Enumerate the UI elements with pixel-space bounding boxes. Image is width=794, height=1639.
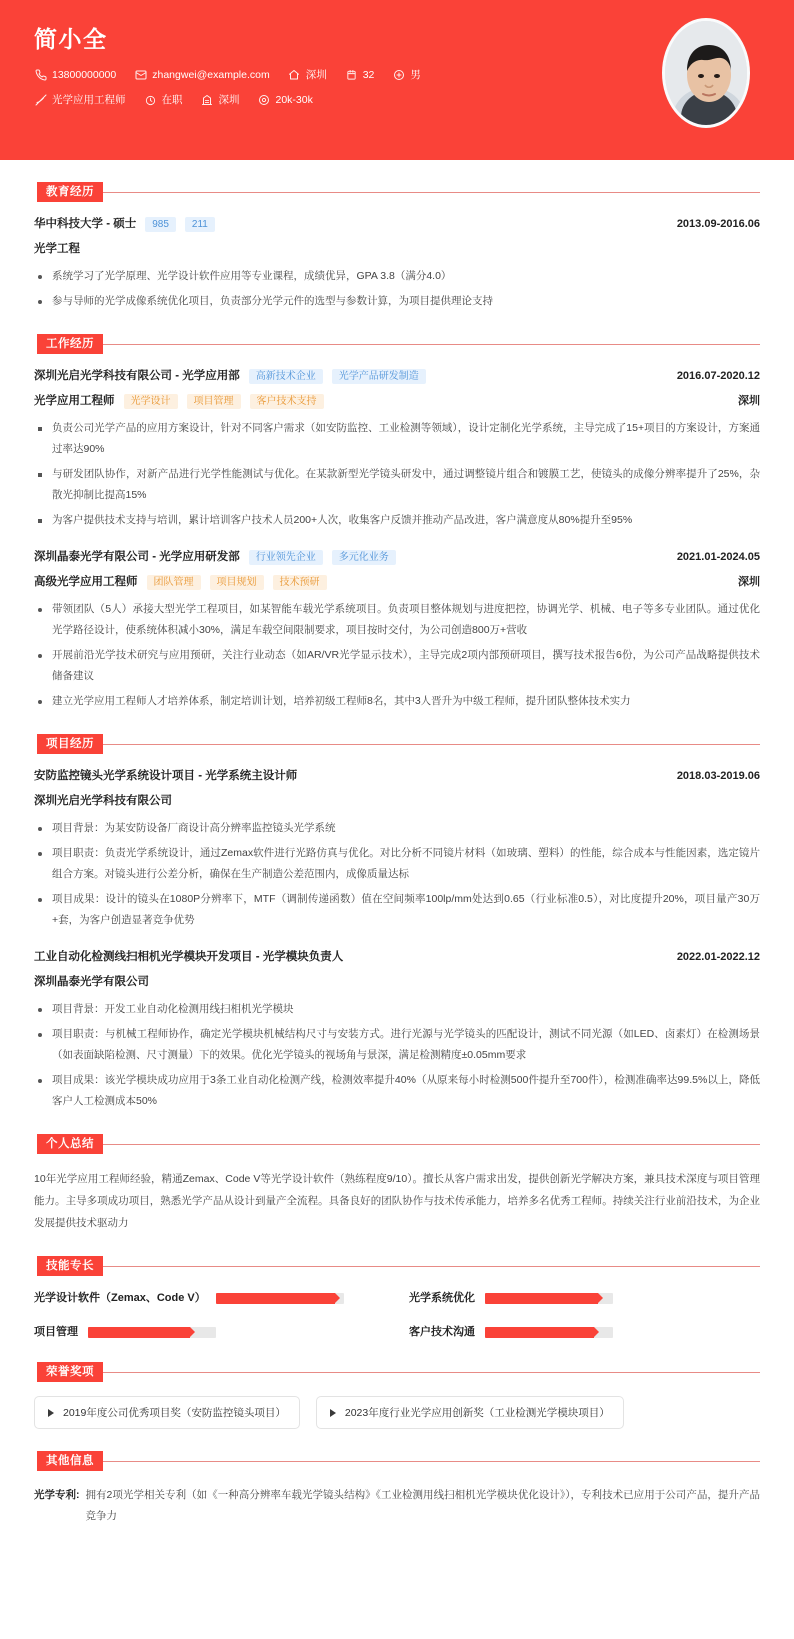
work-entry-left: [34, 549, 396, 565]
education-entry-left: [34, 216, 215, 232]
section-title-honors: 荣誉奖项: [34, 1362, 103, 1382]
job-title-item: [34, 93, 126, 107]
work-entry: [34, 549, 760, 712]
skill-item: [34, 1290, 385, 1306]
job-role: 光学应用工程师: [34, 395, 115, 407]
calendar-icon: [345, 69, 358, 82]
contact-age: [345, 68, 375, 82]
skill-progress-fill: [485, 1293, 598, 1304]
skill-progress-bar: [88, 1327, 216, 1338]
list-item: 负责公司光学产品的应用方案设计，针对不同客户需求（如安防监控、工业检测等领域），设计定制化光学系统，主导完成了15+项目的方案设计，方案通过率达90%: [34, 418, 760, 460]
contact-location-text: 深圳: [305, 69, 327, 81]
section-divider: [103, 344, 760, 345]
summary-text: 10年光学应用工程师经验，精通Zemax、Code V等光学设计软件（熟练程度9/10）。擅长从客户需求出发，提供创新光学解决方案，兼具技术深度与项目管理能力。主导多项成功项目，熟悉光学产品从设计到量产全流程。具备良好的团队协作与技术传承能力，培养多名优秀工程师。持续关注行业前沿技术，为企业发展提供技术驱动力: [34, 1173, 760, 1229]
list-item: 与研发团队协作，对新产品进行光学性能测试与优化。在某款新型光学镜头研发中，通过调整镜片组合和镀膜工艺，使镜头的成像分辨率提升了25%，杂散光抑制比提高15%: [34, 464, 760, 506]
work-role-row: [34, 574, 760, 590]
section-title-other: 其他信息: [34, 1451, 103, 1471]
list-item: 项目成果：该光学模块成功应用于3条工业自动化检测产线，检测效率提升40%（从原来每小时检测500件提升至700件），检测准确率达99.5%以上，降低客户人工检测成本50%: [34, 1070, 760, 1112]
skill-item: [409, 1324, 760, 1340]
section-header-other: [34, 1451, 760, 1471]
section-summary: [34, 1134, 760, 1234]
skill-progress-fill: [88, 1327, 190, 1338]
project-date: 2022.01-2022.12: [676, 951, 760, 963]
company-name: 深圳晶泰光学有限公司 - 光学应用研发部: [34, 551, 240, 563]
section-projects: [34, 734, 760, 1112]
city-icon: [201, 94, 214, 107]
gender-icon: [392, 69, 405, 82]
triangle-icon: [48, 1409, 54, 1417]
section-header-projects: [34, 734, 760, 754]
section-title-work: 工作经历: [34, 334, 103, 354]
skill-progress-fill: [485, 1327, 594, 1338]
company-tag: 光学产品研发制造: [332, 369, 426, 384]
header-content: [34, 24, 634, 118]
job-role: 高级光学应用工程师: [34, 576, 138, 588]
phone-icon: [34, 69, 47, 82]
contact-email-text: zhangwei@example.com: [152, 69, 270, 81]
contact-row-primary: [34, 68, 634, 82]
education-entry-header: [34, 216, 760, 232]
list-item: 项目职责：与机械工程师协作，确定光学模块机械结构尺寸与安装方式。进行光源与光学镜头的匹配设计，测试不同光源（如LED、卤素灯）在检测场景（如表面缺陷检测、尺寸测量）下的效果。优化光学镜头的视场角与景深，满足检测精度±0.05mm要求: [34, 1024, 760, 1066]
list-item: 建立光学应用工程师人才培养体系，制定培训计划，培养初级工程师8名，其中3人晋升为中级工程师，提升团队整体技术实力: [34, 691, 760, 712]
job-city-text: 深圳: [218, 94, 240, 106]
work-location: 深圳: [738, 576, 760, 588]
school-name: 华中科技大学 - 硕士: [34, 218, 137, 230]
project-bullets: [34, 999, 760, 1112]
company-name: 深圳光启光学科技有限公司 - 光学应用部: [34, 370, 240, 382]
project-company: 深圳光启光学科技有限公司: [34, 795, 172, 807]
section-divider: [103, 1372, 760, 1373]
list-item: 为客户提供技术支持与培训，累计培训客户技术人员200+人次，收集客户反馈并推动产品改进，客户满意度从80%提升至95%: [34, 510, 760, 531]
work-entry-header: [34, 368, 760, 384]
status-icon: [144, 94, 157, 107]
company-tag: 行业领先企业: [249, 550, 323, 565]
contact-phone-text: 13800000000: [52, 69, 117, 81]
section-divider: [103, 1144, 760, 1145]
skill-label: 光学设计软件（Zemax、Code V）: [34, 1292, 206, 1304]
salary-text: 20k-30k: [275, 94, 313, 106]
role-tag: 光学设计: [124, 394, 178, 409]
other-info-label: 光学专利:: [34, 1489, 80, 1501]
contact-row-secondary: [34, 93, 634, 107]
rocket-icon: [34, 94, 47, 107]
job-status-text: 在职: [161, 94, 183, 106]
list-item: 带领团队（5人）承接大型光学工程项目，如某智能车载光学系统项目。负责项目整体规划与进度把控，协调光学、机械、电子等多专业团队。通过优化光学路径设计，使系统体积减小30%，满足车载空间限制要求，项目按时交付，为公司创造800万+营收: [34, 599, 760, 641]
section-title-projects: 项目经历: [34, 734, 103, 754]
honor-item: [316, 1396, 624, 1429]
home-icon: [288, 69, 301, 82]
skill-progress-fill: [216, 1293, 335, 1304]
section-header-work: [34, 334, 760, 354]
project-name: 工业自动化检测线扫相机光学模块开发项目 - 光学模块负责人: [34, 951, 344, 963]
project-entry: [34, 768, 760, 931]
skill-label: 光学系统优化: [409, 1292, 475, 1304]
work-bullets: [34, 418, 760, 531]
list-item: 项目背景：为某安防设备厂商设计高分辨率监控镜头光学系统: [34, 818, 760, 839]
education-bullets: [34, 266, 760, 312]
work-role-row: [34, 393, 760, 409]
role-tag: 技术预研: [273, 575, 327, 590]
work-entry-header: [34, 549, 760, 565]
skill-progress-bar: [485, 1327, 613, 1338]
list-item: 项目成果：设计的镜头在1080P分辨率下，MTF（调制传递函数）值在空间频率100lp/mm处达到0.65（行业标准0.5），对比度提升20%，项目量产30万+套，为客户创造显著竞争优势: [34, 889, 760, 931]
job-city-item: [201, 93, 240, 107]
resume-body: [0, 182, 794, 1547]
section-title-summary: 个人总结: [34, 1134, 103, 1154]
project-company: 深圳晶泰光学有限公司: [34, 976, 149, 988]
list-item: 开展前沿光学技术研究与应用预研，关注行业动态（如AR/VR光学显示技术），主导完成2项内部预研项目，撰写技术报告6份，为公司产品战略提供技术储备建议: [34, 645, 760, 687]
section-divider: [103, 744, 760, 745]
project-entry: [34, 949, 760, 1112]
skill-item: [409, 1290, 760, 1306]
contact-email: [134, 68, 269, 82]
job-status-item: [144, 93, 183, 107]
contact-gender: [392, 68, 421, 82]
project-date: 2018.03-2019.06: [676, 770, 760, 782]
section-title-education: 教育经历: [34, 182, 103, 202]
project-entry-header: [34, 768, 760, 784]
section-title-skills: 技能专长: [34, 1256, 103, 1276]
company-tag: 高新技术企业: [249, 369, 323, 384]
list-item: 系统学习了光学原理、光学设计软件应用等专业课程，成绩优异，GPA 3.8（满分4.0）: [34, 266, 760, 287]
avatar: [662, 18, 750, 128]
other-info-value: 拥有2项光学相关专利（如《一种高分辨率车载光学镜头结构》《工业检测用线扫相机光学模块优化设计》），专利技术已应用于公司产品，提升产品竞争力: [85, 1489, 760, 1522]
triangle-icon: [330, 1409, 336, 1417]
school-tag: 211: [185, 217, 215, 232]
contact-gender-text: 男: [410, 69, 421, 81]
honor-item: [34, 1396, 300, 1429]
role-tag: 客户技术支持: [250, 394, 324, 409]
mail-icon: [134, 69, 147, 82]
work-location: 深圳: [738, 395, 760, 407]
school-tag: 985: [145, 217, 176, 232]
work-role-left: [34, 393, 324, 409]
honor-text: 2019年度公司优秀项目奖（安防监控镜头项目）: [63, 1407, 286, 1419]
project-entry-header: [34, 949, 760, 965]
section-honors: [34, 1362, 760, 1429]
section-header-honors: [34, 1362, 760, 1382]
project-bullets: [34, 818, 760, 931]
section-header-summary: [34, 1134, 760, 1154]
skills-grid: [34, 1290, 760, 1340]
skill-label: 项目管理: [34, 1326, 78, 1338]
work-date: 2021.01-2024.05: [676, 551, 760, 563]
honor-text: 2023年度行业光学应用创新奖（工业检测光学模块项目）: [344, 1407, 610, 1419]
salary-item: [258, 93, 313, 107]
education-major: 光学工程: [34, 243, 80, 255]
skill-label: 客户技术沟通: [409, 1326, 475, 1338]
section-other: [34, 1451, 760, 1527]
salary-icon: [258, 94, 271, 107]
section-divider: [103, 1266, 760, 1267]
section-divider: [103, 1461, 760, 1462]
contact-age-text: 32: [362, 69, 375, 81]
work-entry-left: [34, 368, 426, 384]
skill-item: [34, 1324, 385, 1340]
resume-header: [0, 0, 794, 160]
education-date: 2013.09-2016.06: [676, 218, 760, 230]
list-item: 项目背景：开发工业自动化检测用线扫相机光学模块: [34, 999, 760, 1020]
education-entry: [34, 216, 760, 312]
section-education: [34, 182, 760, 312]
list-item: 参与导师的光学成像系统优化项目，负责部分光学元件的选型与参数计算，为项目提供理论支持: [34, 291, 760, 312]
role-tag: 项目规划: [210, 575, 264, 590]
contact-phone: [34, 68, 116, 82]
work-entry: [34, 368, 760, 531]
company-tag: 多元化业务: [332, 550, 396, 565]
honors-list: [34, 1396, 760, 1429]
job-title-text: 光学应用工程师: [52, 94, 126, 106]
work-bullets: [34, 599, 760, 712]
other-info-row: [34, 1485, 760, 1527]
project-name: 安防监控镜头光学系统设计项目 - 光学系统主设计师: [34, 770, 298, 782]
work-date: 2016.07-2020.12: [676, 370, 760, 382]
avatar-portrait-icon: [665, 21, 750, 128]
role-tag: 团队管理: [147, 575, 201, 590]
list-item: 项目职责：负责光学系统设计，通过Zemax软件进行光路仿真与优化。对比分析不同镜片材料（如玻璃、塑料）的性能，综合成本与性能因素，选定镜片组合方案。对镜头进行公差分析，确保在生产制造公差范围内，成像质量达标: [34, 843, 760, 885]
contact-location: [288, 68, 327, 82]
section-divider: [103, 192, 760, 193]
section-work: [34, 334, 760, 712]
role-tag: 项目管理: [187, 394, 241, 409]
skill-progress-bar: [216, 1293, 344, 1304]
section-skills: [34, 1256, 760, 1340]
skill-progress-bar: [485, 1293, 613, 1304]
page-title: 简小全: [34, 26, 108, 52]
section-header-education: [34, 182, 760, 202]
section-header-skills: [34, 1256, 760, 1276]
work-role-left: [34, 574, 327, 590]
